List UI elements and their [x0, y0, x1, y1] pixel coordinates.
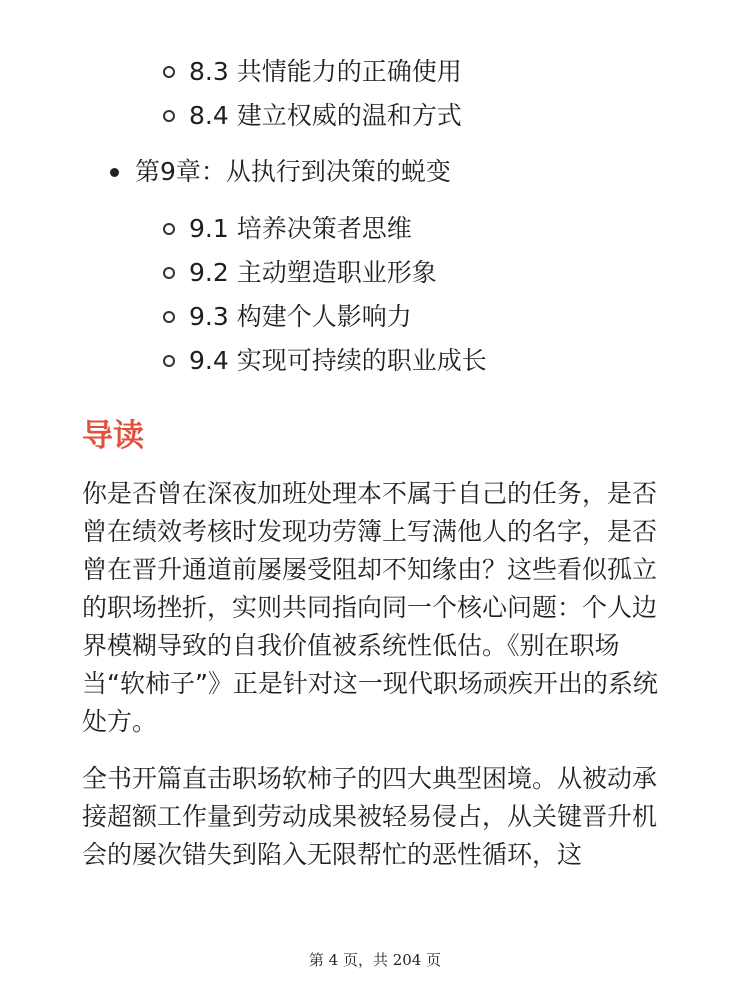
toc-item-label: 8.3 共情能力的正确使用 — [189, 57, 462, 86]
disc-bullet-icon — [110, 168, 119, 177]
toc-chapter-title: 第9章：从执行到决策的蜕变 — [135, 157, 451, 186]
toc-item-label: 8.4 建立权威的温和方式 — [189, 101, 462, 130]
toc-item-8-3[interactable] — [163, 50, 723, 94]
body-paragraph: 你是否曾在深夜加班处理本不属于自己的任务，是否曾在绩效考核时发现功劳簿上写满他人的名字，是否曾在晋升通道前屡屡受阻却不知缘由？这些看似孤立的职场挫折，实则共同指向同一个核心问题：个人边界模糊导致的自我价值被系统性低估。《别在职场当“软柿子”》正是针对这一现代职场顽疾开出的系统处方。 — [82, 479, 658, 736]
circle-bullet-icon — [163, 110, 175, 122]
toc-item-label: 9.1 培养决策者思维 — [189, 214, 412, 243]
circle-bullet-icon — [163, 223, 175, 235]
circle-bullet-icon — [163, 355, 175, 367]
section-heading: 导读 — [82, 418, 144, 454]
chapter9-subsection-list — [163, 207, 723, 383]
toc-item-9-3[interactable] — [163, 295, 723, 339]
body-paragraph: 全书开篇直击职场软柿子的四大典型困境。从被动承接超额工作量到劳动成果被轻易侵占，从关键晋升机会的屡次错失到陷入无限帮忙的恶性循环，这 — [82, 764, 658, 869]
toc-item-8-4[interactable] — [163, 94, 723, 138]
toc-item-9-2[interactable] — [163, 251, 723, 295]
toc-item-label: 9.2 主动塑造职业形象 — [189, 258, 437, 287]
page-number-footer: 第 4 页，共 204 页 — [308, 951, 442, 969]
toc-item-label: 9.4 实现可持续的职业成长 — [189, 346, 487, 375]
toc-item-9-4[interactable] — [163, 339, 723, 383]
circle-bullet-icon — [163, 311, 175, 323]
toc-item-label: 9.3 构建个人影响力 — [189, 302, 412, 331]
circle-bullet-icon — [163, 66, 175, 78]
circle-bullet-icon — [163, 267, 175, 279]
toc-item-9-1[interactable] — [163, 207, 723, 251]
chapter8-subsection-list — [163, 50, 723, 138]
